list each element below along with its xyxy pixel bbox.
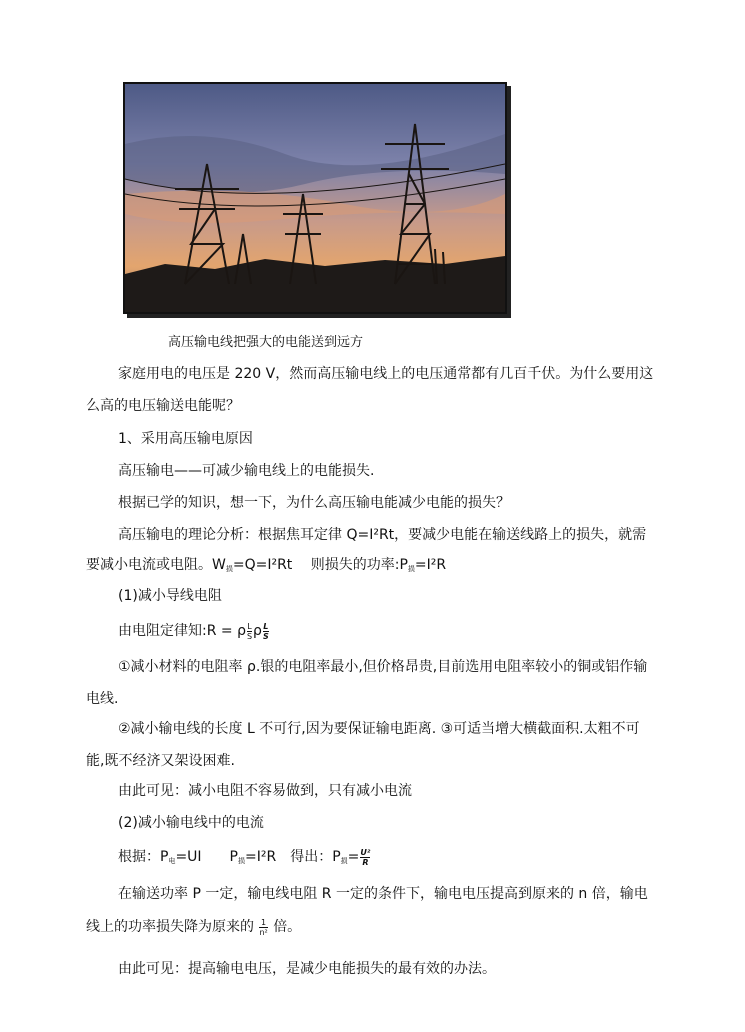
power-tower-photo — [123, 82, 507, 314]
paragraph-6b: 电线. — [86, 691, 119, 707]
paragraph-3: 根据已学的知识，想一下，为什么高压输电能减少电能的损失？ — [118, 495, 510, 511]
paragraph-7a: ②减小输电线的长度 L 不可行,因为要保证输电距离. ③可适当增大横截面积.太粗不可 — [118, 721, 640, 737]
photo-caption: 高压输电线把强大的电能送到远方 — [168, 335, 364, 350]
frac-num: L — [263, 621, 269, 631]
p4b-post: =I²R — [414, 557, 447, 573]
paragraph-1a: 家庭用电的电压是 220 V，然而高压输电线上的电压通常都有几百千伏。为什么要用这 — [118, 366, 654, 382]
frac-num: L — [247, 621, 252, 631]
p4b-pre: 要减小电流或电阻。W — [86, 557, 226, 573]
frac-num: U² — [360, 847, 371, 857]
p10b-post: 倍。 — [273, 919, 302, 935]
p5-pre: 由电阻定律知:R = ρ — [118, 623, 246, 639]
p9-b: =UI P — [175, 849, 239, 865]
paragraph-2: 高压输电——可减少输电线上的电能损失. — [118, 463, 375, 479]
p4b-sub2: 损 — [407, 565, 415, 573]
paragraph-11: 由此可见：提高输电电压，是减少电能损失的最有效的办法。 — [118, 961, 496, 977]
frac-den: S — [246, 631, 253, 641]
paragraph-5 — [118, 620, 270, 641]
frac-num: 1 — [261, 917, 267, 927]
paragraph-10a: 在输送功率 P 一定，输电线电阻 R 一定的条件下，输电电压提高到原来的 n 倍，输电 — [118, 886, 648, 902]
paragraph-6a: ①减小材料的电阻率 ρ.银的电阻率最小,但价格昂贵,目前选用电阻率较小的铜或铝作输 — [118, 659, 648, 675]
frac-den: S — [262, 631, 269, 641]
paragraph-4b — [86, 554, 446, 574]
p10b-frac — [259, 918, 267, 937]
frac-den: n² — [259, 927, 268, 937]
paragraph-7b: 能,既不经济又架设困难. — [86, 753, 235, 769]
p5-frac-1 — [247, 622, 252, 641]
p9-c: =I²R 得出：P — [245, 849, 341, 865]
frac-den: R — [362, 857, 369, 867]
heading-1: 1、采用高压输电原因 — [118, 431, 253, 447]
paragraph-1b: 么高的电压输送电能呢？ — [86, 398, 240, 414]
p9-sub3: 损 — [340, 857, 348, 865]
p4b-mid: =Q=I²Rt 则损失的功率:P — [232, 557, 408, 573]
paragraph-4a: 高压输电的理论分析：根据焦耳定律 Q=I²Rt，要减少电能在输送线路上的损失，就需 — [118, 527, 647, 543]
p5-frac-2 — [263, 622, 269, 641]
p9-sub1: 电 — [168, 857, 176, 865]
paragraph-8: 由此可见：减小电阻不容易做到，只有减小电流 — [118, 783, 412, 799]
p10b-pre: 线上的功率损失降为原来的 — [86, 919, 254, 935]
p9-a: 根据：P — [118, 849, 169, 865]
paragraph-10b — [86, 916, 301, 937]
heading-3: (2)减小输电线中的电流 — [118, 815, 264, 831]
heading-2: (1)减小导线电阻 — [118, 588, 222, 604]
p9-sub2: 损 — [238, 857, 246, 865]
p4b-sub1: 损 — [225, 565, 233, 573]
paragraph-9 — [118, 846, 371, 867]
p5-mid: ρ — [253, 623, 262, 639]
p9-frac — [360, 848, 370, 867]
p9-d: = — [347, 849, 360, 865]
